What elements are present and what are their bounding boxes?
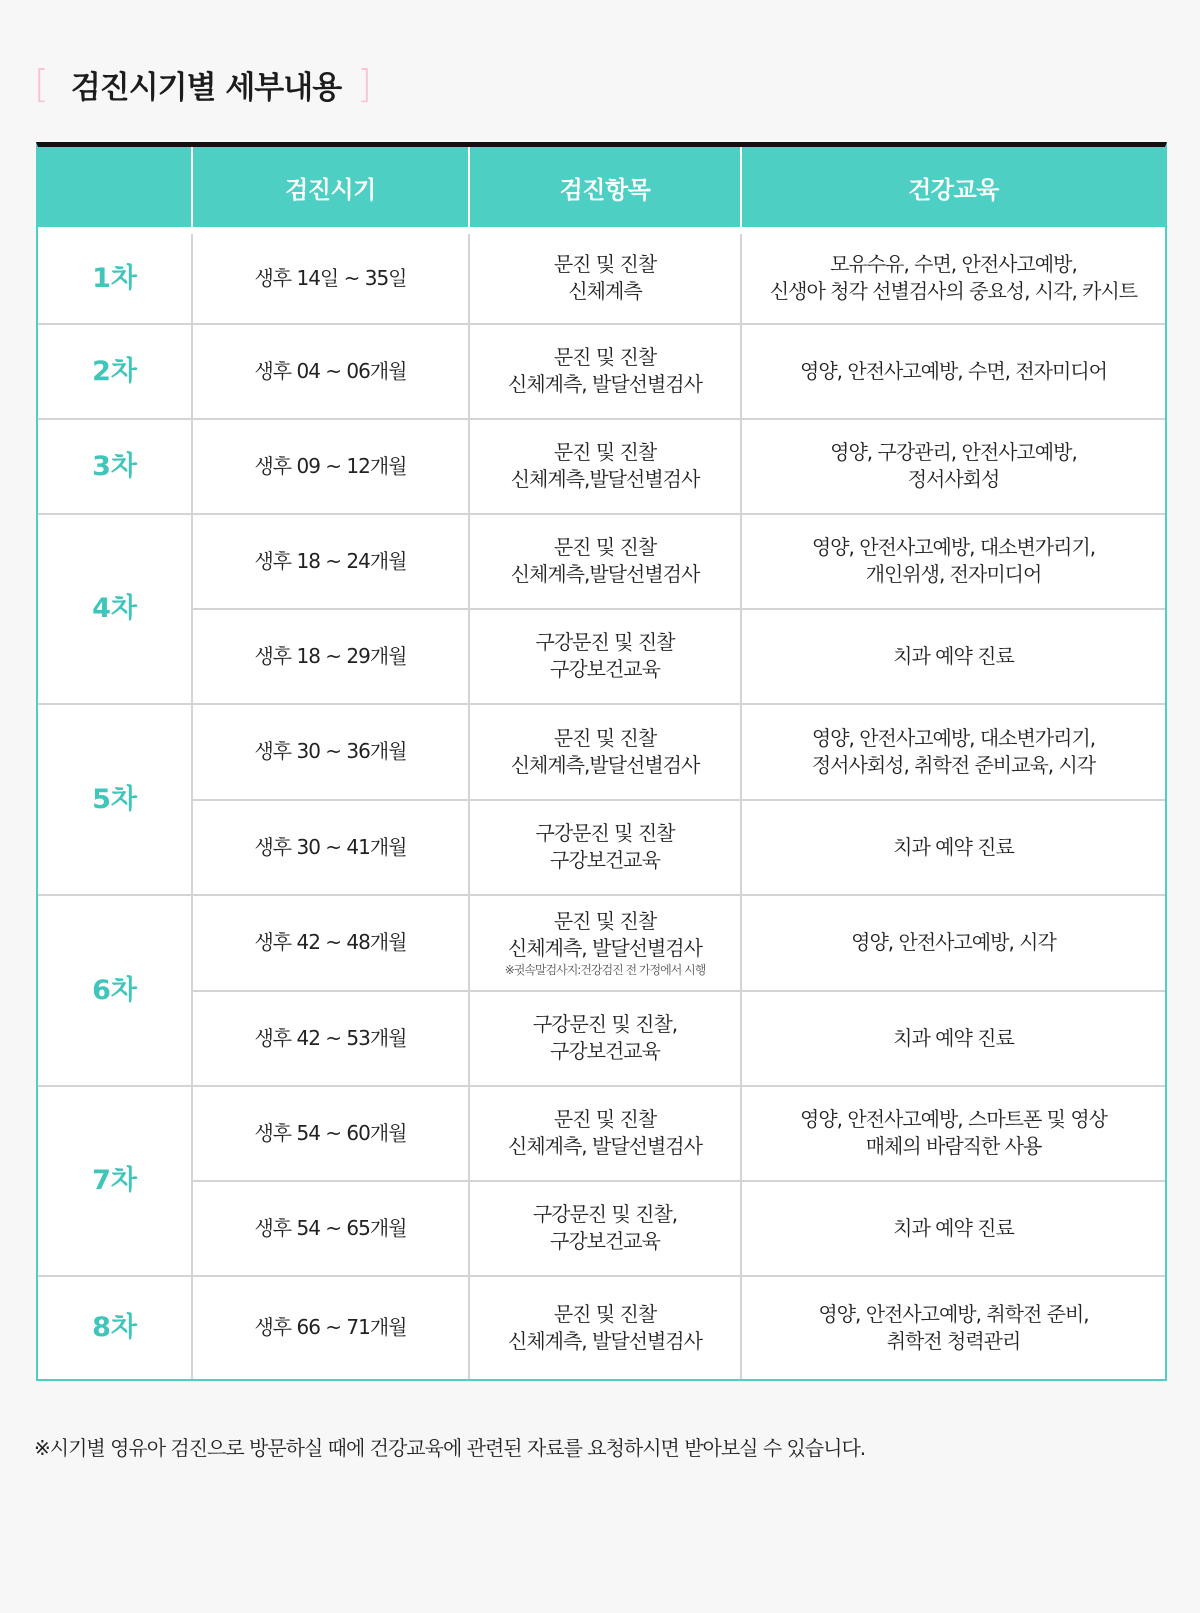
cell-line: 구강보건교육 bbox=[550, 657, 660, 681]
education-cell bbox=[741, 895, 1165, 991]
stage-cell: 6차 bbox=[38, 895, 192, 1086]
cell-line: 신체계측,발달선별검사 bbox=[510, 467, 700, 491]
cell-line: 영양, 안전사고예방, 취학전 준비, bbox=[818, 1301, 1089, 1326]
cell-line: 신체계측, 발달선별검사 bbox=[508, 372, 702, 396]
stage-cell: 3차 bbox=[38, 419, 192, 514]
table-row bbox=[38, 991, 1165, 1086]
cell-line: 문진 및 진찰 bbox=[553, 252, 657, 277]
cell-line: 신체계측, 발달선별검사 bbox=[508, 1134, 702, 1158]
cell-line: 영양, 안전사고예방, 스마트폰 및 영상 bbox=[800, 1107, 1107, 1131]
cell-line: 정서사회성 bbox=[907, 467, 1000, 491]
cell-line: 개인위생, 전자미디어 bbox=[865, 562, 1042, 586]
checkup-schedule-table-container bbox=[36, 142, 1167, 1381]
stage-cell: 2차 bbox=[38, 324, 192, 419]
items-cell bbox=[469, 231, 741, 324]
stage-cell: 4차 bbox=[38, 514, 192, 704]
table-row bbox=[38, 704, 1165, 800]
header-period: 검진시기 bbox=[192, 147, 469, 231]
title-bracket-open: [ bbox=[34, 62, 49, 106]
period-cell: 생후 30 ~ 36개월 bbox=[192, 704, 469, 800]
items-cell bbox=[469, 895, 741, 991]
cell-line: 영양, 안전사고예방, 수면, 전자미디어 bbox=[800, 358, 1107, 383]
education-cell bbox=[741, 991, 1165, 1086]
period-cell: 생후 66 ~ 71개월 bbox=[192, 1276, 469, 1379]
cell-line: 문진 및 진찰 bbox=[553, 725, 657, 750]
stage-cell: 7차 bbox=[38, 1086, 192, 1276]
title-bracket-close: ] bbox=[357, 62, 372, 106]
period-cell: 생후 04 ~ 06개월 bbox=[192, 324, 469, 419]
cell-line: 모유수유, 수면, 안전사고예방, bbox=[830, 252, 1077, 277]
cell-line: 신생아 청각 선별검사의 중요성, 시각, 카시트 bbox=[769, 279, 1138, 304]
cell-line: 치과 예약 진료 bbox=[893, 1025, 1014, 1050]
table-row bbox=[38, 1086, 1165, 1181]
items-cell bbox=[469, 1276, 741, 1379]
section-title bbox=[34, 62, 372, 106]
education-cell bbox=[741, 609, 1165, 704]
period-cell: 생후 54 ~ 60개월 bbox=[192, 1086, 469, 1181]
education-cell bbox=[741, 1276, 1165, 1379]
period-cell: 생후 14일 ~ 35일 bbox=[192, 231, 469, 324]
education-cell bbox=[741, 1086, 1165, 1181]
cell-line: 문진 및 진찰 bbox=[553, 1107, 657, 1131]
cell-line: 치과 예약 진료 bbox=[893, 643, 1014, 668]
cell-line: 문진 및 진찰 bbox=[553, 908, 657, 933]
stage-cell: 5차 bbox=[38, 704, 192, 895]
items-cell bbox=[469, 514, 741, 609]
stage-cell: 8차 bbox=[38, 1276, 192, 1379]
cell-line: 신체계측,발달선별검사 bbox=[510, 562, 700, 586]
page-title: 검진시기별 세부내용 bbox=[70, 69, 342, 106]
items-note: ※귓속말검사지:건강검진 전 가정에서 시행 bbox=[504, 962, 706, 977]
cell-line: 매체의 바람직한 사용 bbox=[865, 1134, 1042, 1158]
table-row bbox=[38, 1276, 1165, 1379]
cell-line: 정서사회성, 취학전 준비교육, 시각 bbox=[811, 752, 1096, 777]
period-cell: 생후 18 ~ 24개월 bbox=[192, 514, 469, 609]
table-header-row bbox=[38, 147, 1165, 231]
cell-line: 신체계측,발달선별검사 bbox=[510, 752, 700, 777]
education-cell bbox=[741, 231, 1165, 324]
items-cell bbox=[469, 1086, 741, 1181]
table-body bbox=[38, 231, 1165, 1379]
table-row bbox=[38, 800, 1165, 895]
checkup-schedule-table bbox=[38, 147, 1165, 1379]
cell-line: 취학전 청력관리 bbox=[886, 1328, 1021, 1353]
table-row bbox=[38, 231, 1165, 324]
education-cell bbox=[741, 324, 1165, 419]
cell-line: 구강문진 및 진찰 bbox=[535, 821, 675, 845]
table-row bbox=[38, 609, 1165, 704]
cell-line: 신체계측 bbox=[568, 279, 642, 304]
cell-line: 구강보건교육 bbox=[550, 848, 660, 872]
cell-line: 구강보건교육 bbox=[550, 1229, 660, 1253]
education-cell bbox=[741, 800, 1165, 895]
period-cell: 생후 42 ~ 53개월 bbox=[192, 991, 469, 1086]
footnote: ※시기별 영유아 검진으로 방문하실 때에 건강교육에 관련된 자료를 요청하시면 받아보실 수 있습니다. bbox=[34, 1436, 866, 1460]
header-stage bbox=[38, 147, 192, 231]
items-cell bbox=[469, 609, 741, 704]
items-cell bbox=[469, 324, 741, 419]
cell-line: 구강문진 및 진찰, bbox=[532, 1202, 678, 1226]
cell-line: 치과 예약 진료 bbox=[893, 1215, 1014, 1240]
table-row bbox=[38, 324, 1165, 419]
cell-line: 문진 및 진찰 bbox=[553, 535, 657, 559]
period-cell: 생후 30 ~ 41개월 bbox=[192, 800, 469, 895]
cell-line: 영양, 안전사고예방, 대소변가리기, bbox=[811, 725, 1096, 750]
cell-line: 신체계측, 발달선별검사 bbox=[508, 935, 702, 960]
cell-line: 신체계측, 발달선별검사 bbox=[508, 1328, 702, 1353]
items-cell bbox=[469, 419, 741, 514]
header-education: 건강교육 bbox=[741, 147, 1165, 231]
cell-line: 구강문진 및 진찰, bbox=[532, 1012, 678, 1036]
cell-line: 구강문진 및 진찰 bbox=[535, 630, 675, 654]
items-cell bbox=[469, 800, 741, 895]
education-cell bbox=[741, 514, 1165, 609]
cell-line: 문진 및 진찰 bbox=[553, 1301, 657, 1326]
table-row bbox=[38, 1181, 1165, 1276]
education-cell bbox=[741, 704, 1165, 800]
period-cell: 생후 54 ~ 65개월 bbox=[192, 1181, 469, 1276]
education-cell bbox=[741, 419, 1165, 514]
header-items: 검진항목 bbox=[469, 147, 741, 231]
cell-line: 문진 및 진찰 bbox=[553, 345, 657, 369]
education-cell bbox=[741, 1181, 1165, 1276]
items-cell bbox=[469, 991, 741, 1086]
cell-line: 영양, 안전사고예방, 대소변가리기, bbox=[811, 535, 1096, 559]
table-row bbox=[38, 419, 1165, 514]
cell-line: 치과 예약 진료 bbox=[893, 834, 1014, 859]
table-row bbox=[38, 895, 1165, 991]
cell-line: 구강보건교육 bbox=[550, 1039, 660, 1063]
period-cell: 생후 42 ~ 48개월 bbox=[192, 895, 469, 991]
items-cell bbox=[469, 704, 741, 800]
table-row bbox=[38, 514, 1165, 609]
period-cell: 생후 09 ~ 12개월 bbox=[192, 419, 469, 514]
cell-line: 영양, 안전사고예방, 시각 bbox=[851, 930, 1056, 954]
cell-line: 문진 및 진찰 bbox=[553, 440, 657, 464]
period-cell: 생후 18 ~ 29개월 bbox=[192, 609, 469, 704]
items-cell bbox=[469, 1181, 741, 1276]
cell-line: 영양, 구강관리, 안전사고예방, bbox=[830, 440, 1077, 464]
stage-cell: 1차 bbox=[92, 262, 137, 294]
